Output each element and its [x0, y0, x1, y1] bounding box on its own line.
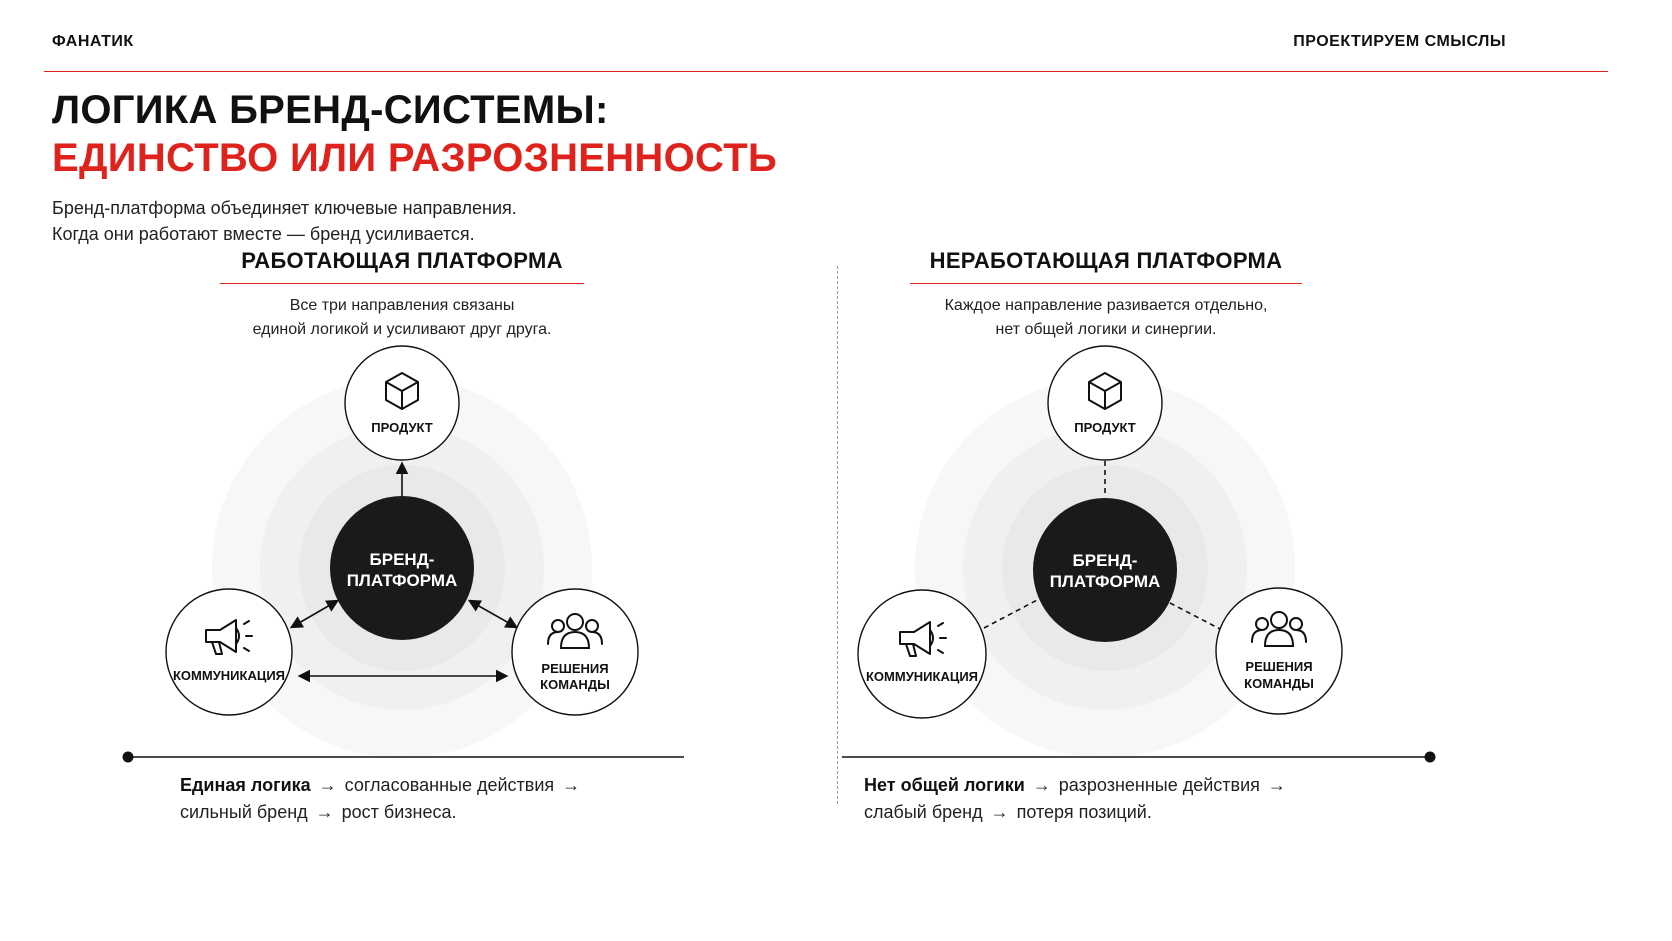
- broken-summary-step-3: слабый бренд: [864, 802, 983, 822]
- broken-summary-step-4: потеря позиций.: [1016, 802, 1152, 822]
- broken-center-label-2: ПЛАТФОРМА: [1049, 572, 1161, 591]
- arrow-right-icon: →: [1267, 775, 1286, 795]
- broken-center-node: [1033, 498, 1177, 642]
- page-subtitle: ЕДИНСТВО ИЛИ РАЗРОЗНЕННОСТЬ: [52, 136, 777, 180]
- broken-panel-title: НЕРАБОТАЮЩАЯ ПЛАТФОРМА: [929, 248, 1283, 273]
- brand-logo: ФАНАТИК: [52, 33, 134, 50]
- working-summary: [180, 772, 588, 826]
- working-comms-label: КОММУНИКАЦИЯ: [172, 668, 286, 683]
- broken-summary-line-1: [864, 772, 1294, 799]
- intro-line-1: Бренд-платформа объединяет ключевые направления.: [52, 198, 517, 218]
- broken-timeline-dot: [1425, 752, 1436, 763]
- working-timeline-dot: [123, 752, 134, 763]
- intro-line-2: Когда они работают вместе — бренд усиливается.: [52, 224, 475, 244]
- broken-center-label-1: БРЕНД-: [1072, 551, 1138, 570]
- working-desc-line-2: единой логикой и усиливают друг друга.: [252, 321, 552, 338]
- broken-product-label: ПРОДУКТ: [1074, 420, 1136, 435]
- working-team-node: [512, 589, 638, 715]
- working-summary-step-4: рост бизнеса.: [341, 802, 457, 822]
- broken-comms-label: КОММУНИКАЦИЯ: [865, 669, 979, 684]
- page-title: ЛОГИКА БРЕНД-СИСТЕМЫ:: [52, 88, 609, 132]
- broken-team-label-2: КОМАНДЫ: [1244, 676, 1314, 691]
- broken-desc-line-2: нет общей логики и синергии.: [995, 321, 1217, 338]
- arrow-right-icon: →: [562, 775, 581, 795]
- broken-team-node: [1216, 588, 1342, 714]
- working-summary-step-2: согласованные действия: [344, 775, 555, 795]
- broken-summary: [864, 772, 1294, 826]
- working-desc-line-1: Все три направления связаны: [289, 297, 515, 314]
- working-summary-line-2: [180, 799, 588, 826]
- working-team-label-1: РЕШЕНИЯ: [541, 661, 609, 676]
- working-center-label-1: БРЕНД-: [369, 550, 435, 569]
- working-summary-key: Единая логика: [180, 775, 311, 795]
- arrow-right-icon: →: [318, 775, 337, 795]
- working-diagram: [166, 346, 638, 758]
- working-center-label-2: ПЛАТФОРМА: [346, 571, 458, 590]
- broken-comms-node: [858, 590, 986, 718]
- working-panel-title: РАБОТАЮЩАЯ ПЛАТФОРМА: [241, 248, 563, 273]
- working-comms-node: [166, 589, 292, 715]
- broken-team-label-1: РЕШЕНИЯ: [1245, 659, 1313, 674]
- working-team-label-2: КОМАНДЫ: [540, 677, 610, 692]
- arrow-right-icon: →: [315, 802, 334, 822]
- broken-summary-key: Нет общей логики: [864, 775, 1025, 795]
- broken-summary-step-2: разрозненные действия: [1058, 775, 1260, 795]
- broken-diagram: [858, 346, 1342, 758]
- working-summary-step-3: сильный бренд: [180, 802, 308, 822]
- working-product-label: ПРОДУКТ: [371, 420, 433, 435]
- arrow-right-icon: →: [1032, 775, 1051, 795]
- arrow-right-icon: →: [990, 802, 1009, 822]
- working-summary-line-1: [180, 772, 588, 799]
- broken-summary-line-2: [864, 799, 1294, 826]
- header-tagline: ПРОЕКТИРУЕМ СМЫСЛЫ: [1293, 33, 1506, 50]
- broken-desc-line-1: Каждое направление разивается отдельно,: [944, 297, 1268, 314]
